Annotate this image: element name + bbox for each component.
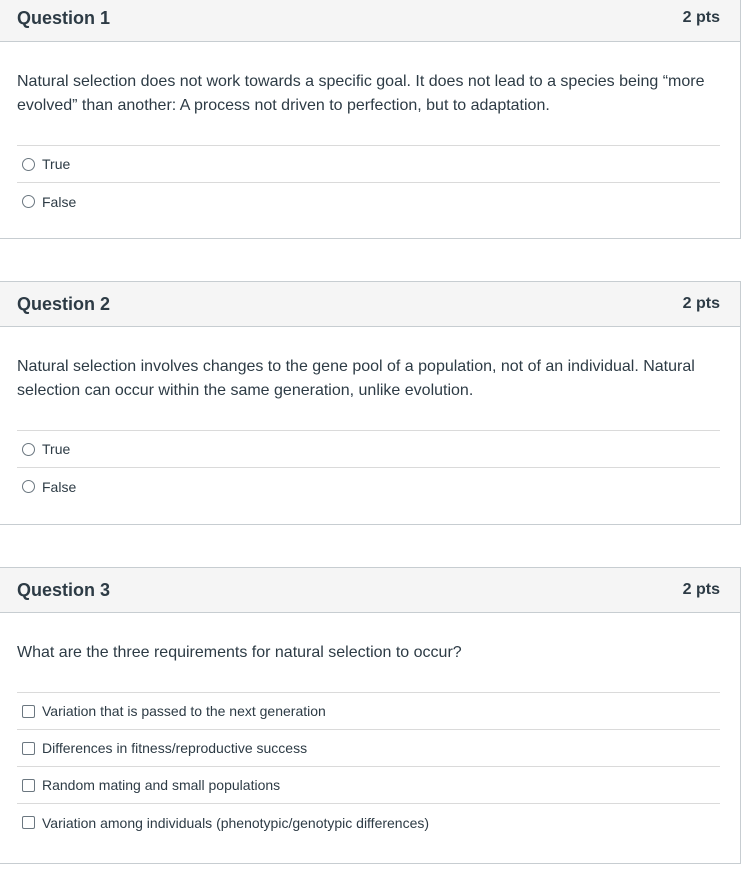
answer-label: False [42,193,77,210]
answer-label: Differences in fitness/reproductive success [42,740,308,756]
checkbox[interactable] [22,779,35,792]
question-title: Question 2 [17,293,111,314]
answer-option-4[interactable] [17,804,720,841]
question-points: 2 pts [682,9,720,26]
answer-label: False [42,478,77,495]
answer-label: Variation among individuals (phenotypic/genotypic differences) [42,814,430,831]
question-body [0,42,740,220]
question-title: Question 1 [17,7,111,28]
answer-option-3[interactable] [17,767,720,804]
question-points: 2 pts [682,581,720,598]
radio-button[interactable] [22,158,35,171]
answer-option-true[interactable] [17,146,720,183]
question-text: Natural selection does not work towards a specific goal. It does not lead to a species being “more evolved” than another: A process not driven to perfection, but to adaptation. [17,73,705,114]
question-header [0,0,740,42]
question-2 [0,281,741,525]
answer-list [17,430,720,505]
answer-list [17,692,720,841]
question-title: Question 3 [17,579,111,600]
question-3 [0,567,741,864]
question-text: What are the three requirements for natural selection to occur? [17,644,462,661]
answer-option-1[interactable] [17,693,720,730]
answer-option-true[interactable] [17,431,720,468]
question-header [0,282,740,327]
checkbox[interactable] [22,742,35,755]
answer-option-2[interactable] [17,730,720,767]
radio-button[interactable] [22,443,35,456]
radio-button[interactable] [22,195,35,208]
answer-label: Variation that is passed to the next generation [42,703,326,719]
answer-option-false[interactable] [17,468,720,505]
question-header [0,568,740,613]
checkbox[interactable] [22,816,35,829]
answer-label: True [42,441,71,457]
answer-label: True [42,156,71,172]
question-text: Natural selection involves changes to the gene pool of a population, not of an individual. Natural selection can occur within the same generation, unlike evolution. [17,358,695,399]
question-points: 2 pts [682,295,720,312]
answer-list [17,145,720,220]
question-body [0,327,740,505]
question-body [0,613,740,841]
checkbox[interactable] [22,705,35,718]
radio-button[interactable] [22,480,35,493]
answer-option-false[interactable] [17,183,720,220]
question-1 [0,0,741,239]
answer-label: Random mating and small populations [42,777,281,793]
